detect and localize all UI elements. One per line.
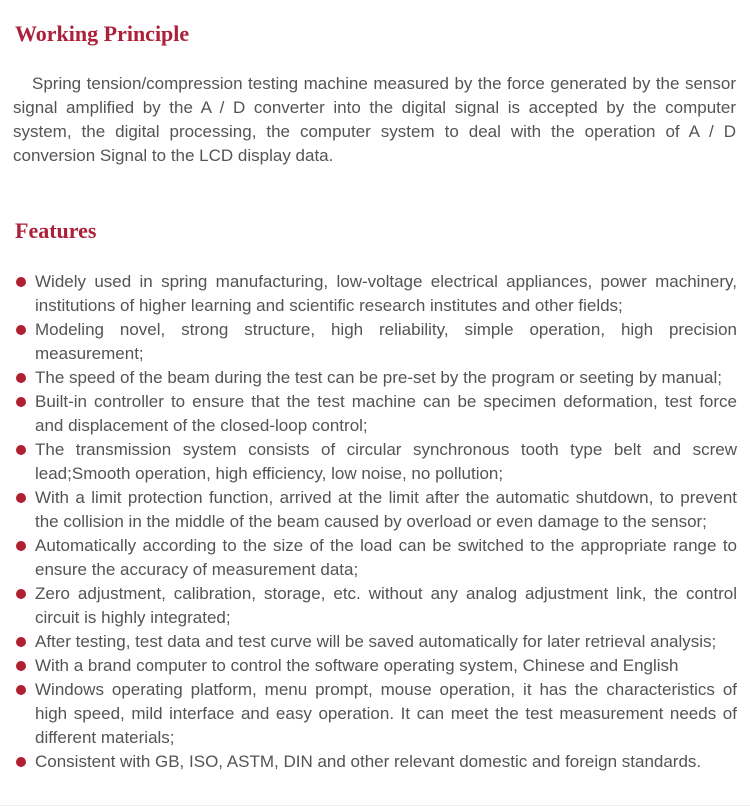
list-item	[0, 390, 737, 438]
list-item	[0, 678, 737, 750]
feature-text: Widely used in spring manufacturing, low-voltage electrical appliances, power machinery, institutions of higher learning and scientific research institutes and other fields;	[35, 272, 737, 315]
bullet-icon	[16, 445, 26, 455]
list-item	[0, 534, 737, 582]
feature-text: After testing, test data and test curve will be saved automatically for later retrieval analysis;	[35, 632, 717, 651]
feature-text: Consistent with GB, ISO, ASTM, DIN and other relevant domestic and foreign standards.	[35, 752, 702, 771]
list-item	[0, 270, 737, 318]
feature-text: The speed of the beam during the test can be pre-set by the program or seeting by manual;	[35, 368, 723, 387]
bullet-icon	[16, 685, 26, 695]
bullet-icon	[16, 325, 26, 335]
list-item	[0, 582, 737, 630]
feature-text: Automatically according to the size of the load can be switched to the appropriate range to ensure the accuracy of measurement data;	[35, 536, 737, 579]
feature-text: Windows operating platform, menu prompt, mouse operation, it has the characteristics of high speed, mild interface and easy operation. It can meet the test measurement needs of different materials;	[35, 680, 737, 747]
bullet-icon	[16, 541, 26, 551]
list-item	[0, 318, 737, 366]
bullet-icon	[16, 373, 26, 383]
working-principle-paragraph: Spring tension/compression testing machine measured by the force generated by the sensor signal amplified by the A / D converter into the digital signal is accepted by the computer system, the digital processing, the computer system to deal with the operation of A / D conversion Signal to the LCD display data.	[13, 74, 736, 165]
bullet-icon	[16, 661, 26, 671]
bullet-icon	[16, 277, 26, 287]
bullet-icon	[16, 397, 26, 407]
working-principle-heading: Working Principle	[15, 21, 190, 46]
feature-text: With a limit protection function, arrived at the limit after the automatic shutdown, to prevent the collision in the middle of the beam caused by overload or even damage to the sensor;	[35, 488, 737, 531]
features-list	[0, 270, 737, 774]
features-heading: Features	[15, 218, 97, 243]
list-item	[0, 438, 737, 486]
list-item	[0, 750, 737, 774]
bullet-icon	[16, 589, 26, 599]
feature-text: Modeling novel, strong structure, high reliability, simple operation, high precision measurement;	[35, 320, 737, 363]
list-item	[0, 366, 737, 390]
list-item	[0, 630, 737, 654]
list-item	[0, 654, 737, 678]
feature-text: The transmission system consists of circular synchronous tooth type belt and screw lead;Smooth operation, high efficiency, low noise, no pollution;	[35, 440, 737, 483]
feature-text: With a brand computer to control the software operating system, Chinese and English	[35, 656, 679, 675]
bullet-icon	[16, 757, 26, 767]
list-item	[0, 486, 737, 534]
feature-text: Built-in controller to ensure that the test machine can be specimen deformation, test force and displacement of the closed-loop control;	[35, 392, 737, 435]
feature-text: Zero adjustment, calibration, storage, etc. without any analog adjustment link, the control circuit is highly integrated;	[35, 584, 737, 627]
bullet-icon	[16, 493, 26, 503]
bullet-icon	[16, 637, 26, 647]
